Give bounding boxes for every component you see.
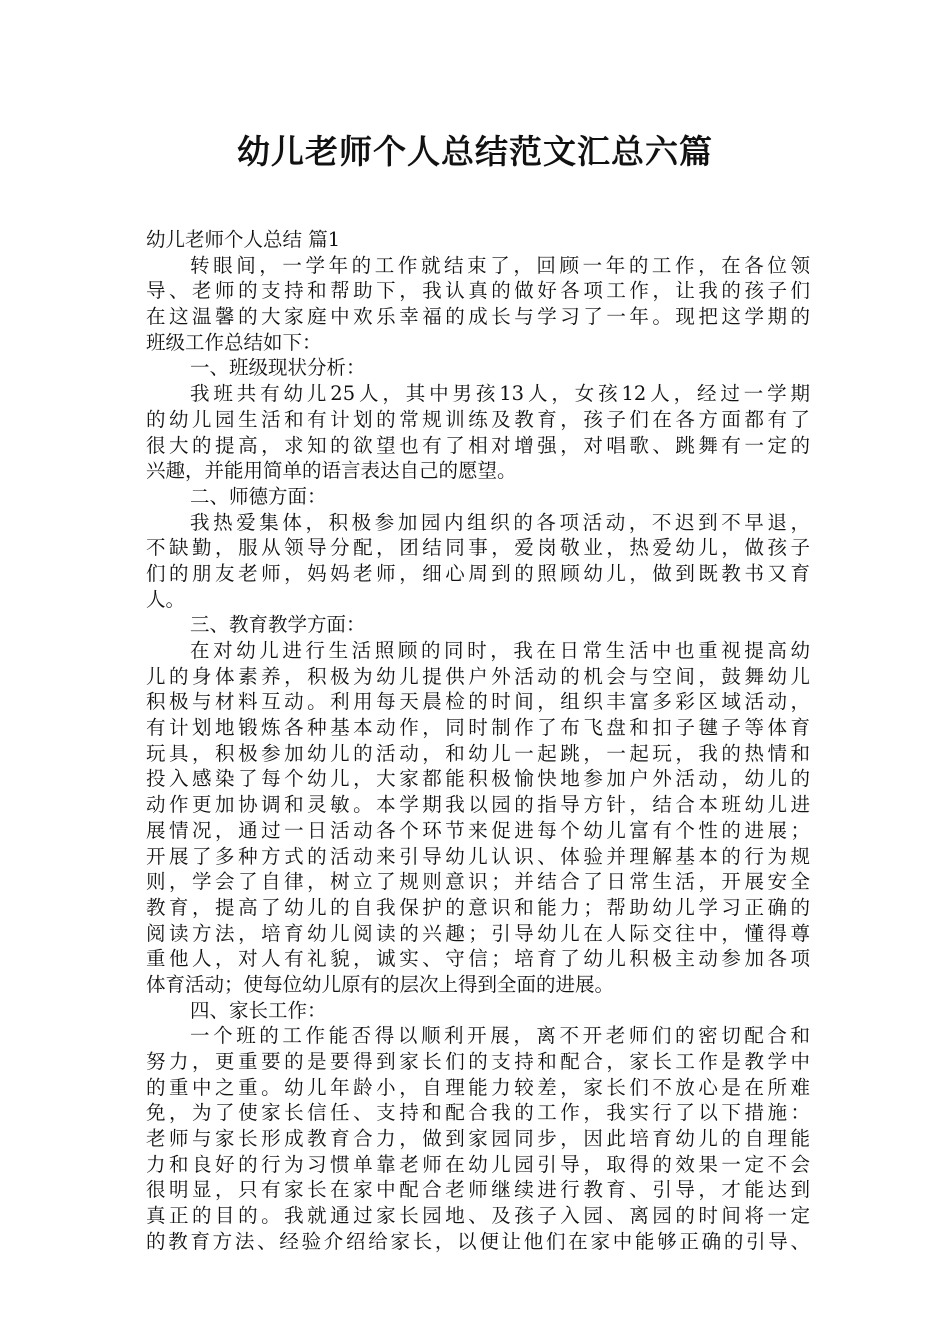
body-text-line: 儿的身体素养，积极为幼儿提供户外活动的机会与空间，鼓舞幼儿 [146, 664, 810, 688]
body-text-line: 班级工作总结如下： [146, 330, 322, 354]
body-text-line: 们的朋友老师，妈妈老师，细心周到的照顾幼儿，做到既教书又育 [146, 561, 810, 585]
body-text-line: 我热爱集体，积极参加园内组织的各项活动，不迟到不早退， [190, 510, 810, 534]
body-text-line: 四、家长工作： [190, 998, 327, 1022]
body-text-line: 努力，更重要的是要得到家长们的支持和配合，家长工作是教学中 [146, 1050, 810, 1073]
document-title: 幼儿老师个人总结范文汇总六篇 [237, 132, 713, 171]
body-text-line: 兴趣，并能用简单的语言表达自己的愿望。 [146, 459, 517, 483]
body-text-line: 重他人，对人有礼貌，诚实、守信；培育了幼儿积极主动参加各项 [146, 947, 810, 971]
body-text-line: 真正的目的。我就通过家长园地、及孩子入园、离园的时间将一定 [146, 1204, 810, 1228]
body-text-line: 体育活动；使每位幼儿原有的层次上得到全面的进展。 [146, 972, 615, 996]
body-text-line: 开展了多种方式的活动来引导幼儿认识、体验并理解基本的行为规 [146, 844, 810, 868]
body-text-line: 一个班的工作能否得以顺利开展，离不开老师们的密切配合和 [190, 1024, 810, 1048]
body-text-line: 老师与家长形成教育合力，做到家园同步，因此培育幼儿的自理能 [146, 1127, 810, 1151]
body-text-line: 的重中之重。幼儿年龄小，自理能力较差，家长们不放心是在所难 [146, 1075, 810, 1099]
body-text-line: 投入感染了每个幼儿，大家都能积极愉快地参加户外活动，幼儿的 [146, 767, 810, 791]
body-text-line: 的教育方法、经验介绍给家长，以便让他们在家中能够正确的引导、 [146, 1229, 810, 1253]
body-text-line: 很明显，只有家长在家中配合老师继续进行教育、引导，才能达到 [146, 1178, 810, 1202]
body-text-line: 积极与材料互动。利用每天晨检的时间，组织丰富多彩区域活动， [146, 690, 810, 714]
body-text-line: 展情况，通过一日活动各个环节来促进每个幼儿富有个性的进展； [146, 818, 810, 842]
body-text-line: 阅读方法，培育幼儿阅读的兴趣；引导幼儿在人际交往中，懂得尊 [146, 921, 810, 945]
body-text-line: 动作更加协调和灵敏。本学期我以园的指导方针，结合本班幼儿进 [146, 793, 810, 817]
body-text-line: 很大的提高，求知的欲望也有了相对增强，对唱歌、跳舞有一定的 [146, 433, 810, 457]
body-text-line: 则，学会了自律，树立了规则意识；并结合了日常生活，开展安全 [146, 870, 810, 894]
body-text-line: 转眼间，一学年的工作就结束了，回顾一年的工作，在各位领 [190, 253, 810, 277]
body-text-line: 的幼儿园生活和有计划的常规训练及教育，孩子们在各方面都有了 [146, 407, 810, 431]
body-text-line: 玩具，积极参加幼儿的活动，和幼儿一起跳，一起玩，我的热情和 [146, 741, 810, 765]
body-text-line: 导、老师的支持和帮助下，我认真的做好各项工作，让我的孩子们 [146, 279, 810, 303]
body-text-line: 一、班级现状分析： [190, 356, 366, 380]
body-text-line: 不缺勤，服从领导分配，团结同事，爱岗敬业，热爱幼儿，做孩子 [146, 536, 810, 560]
body-text-line: 在对幼儿进行生活照顾的同时，我在日常生活中也重视提高幼 [190, 639, 810, 662]
body-text-line: 在这温馨的大家庭中欢乐幸福的成长与学习了一年。现把这学期的 [146, 305, 810, 329]
body-text-line: 三、教育教学方面： [190, 613, 366, 637]
section-heading: 幼儿老师个人总结 篇1 [146, 228, 341, 251]
body-text-line: 我班共有幼儿25人，其中男孩13人，女孩12人，经过一学期 [190, 382, 810, 406]
body-text-line: 力和良好的行为习惯单靠老师在幼儿园引导，取得的效果一定不会 [146, 1152, 810, 1176]
document-body [146, 227, 810, 1255]
body-text-line: 二、师德方面： [190, 484, 327, 508]
body-text-line: 教育，提高了幼儿的自我保护的意识和能力；帮助幼儿学习正确的 [146, 895, 810, 919]
body-text-line: 免，为了使家长信任、支持和配合我的工作，我实行了以下措施： [146, 1101, 810, 1125]
body-text-line: 有计划地锻炼各种基本动作，同时制作了布飞盘和扣子毽子等体育 [146, 716, 810, 740]
body-text-line: 人。 [146, 587, 186, 611]
